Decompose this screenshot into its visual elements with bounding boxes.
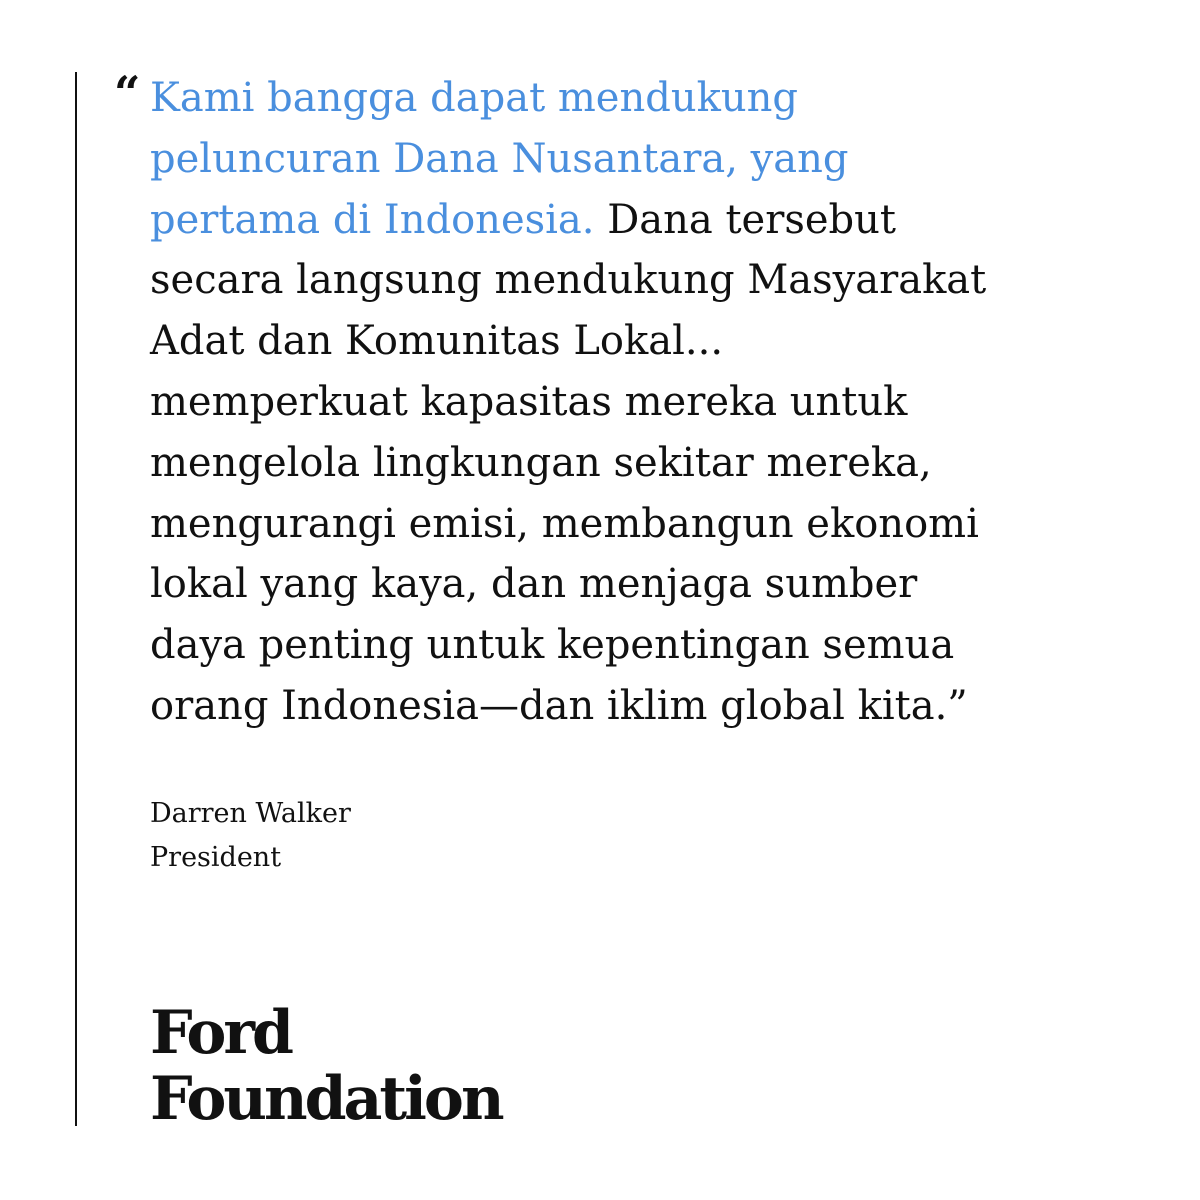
quote-line [150,433,1160,494]
quote-highlight: Kami bangga dapat mendukung [150,75,798,121]
quote-body: mengurangi emisi, membangun ekonomi [150,500,979,547]
quote-body: Dana tersebut [594,196,896,243]
quote-highlight: peluncuran Dana Nusantara, yang [150,135,849,182]
quote-body: mengelola lingkungan sekitar mereka, [150,439,932,486]
quote-line [150,68,1160,129]
vertical-rule [75,72,77,1126]
quote-line [150,372,1160,433]
quote-body: orang Indonesia—dan iklim global kita.” [150,682,968,729]
quote-line [150,554,1160,615]
logo-line-1: Ford [150,998,291,1068]
quote-line [150,311,1160,372]
logo-line-2: Foundation [150,1064,502,1134]
quote-body: memperkuat kapasitas mereka untuk [150,378,908,425]
quote-text [150,68,1160,737]
quote-line [150,676,1160,737]
quote-line [150,250,1160,311]
quote-line [150,494,1160,555]
quote-line [150,190,1160,251]
quote-highlight: pertama di Indonesia. [150,196,595,243]
quote-body: Adat dan Komunitas Lokal... [150,318,724,365]
speaker-name: Darren Walker [150,798,351,829]
quote-body: daya penting untuk kepentingan semua [150,622,955,669]
ford-foundation-logo [150,1000,502,1132]
attribution [150,792,351,880]
speaker-title: President [150,842,282,873]
quote-body: lokal yang kaya, dan menjaga sumber [150,561,918,608]
quote-line [150,129,1160,190]
quote-body: secara langsung mendukung Masyarakat [150,257,987,304]
open-quote-mark: “ [114,66,141,120]
quote-line [150,615,1160,676]
